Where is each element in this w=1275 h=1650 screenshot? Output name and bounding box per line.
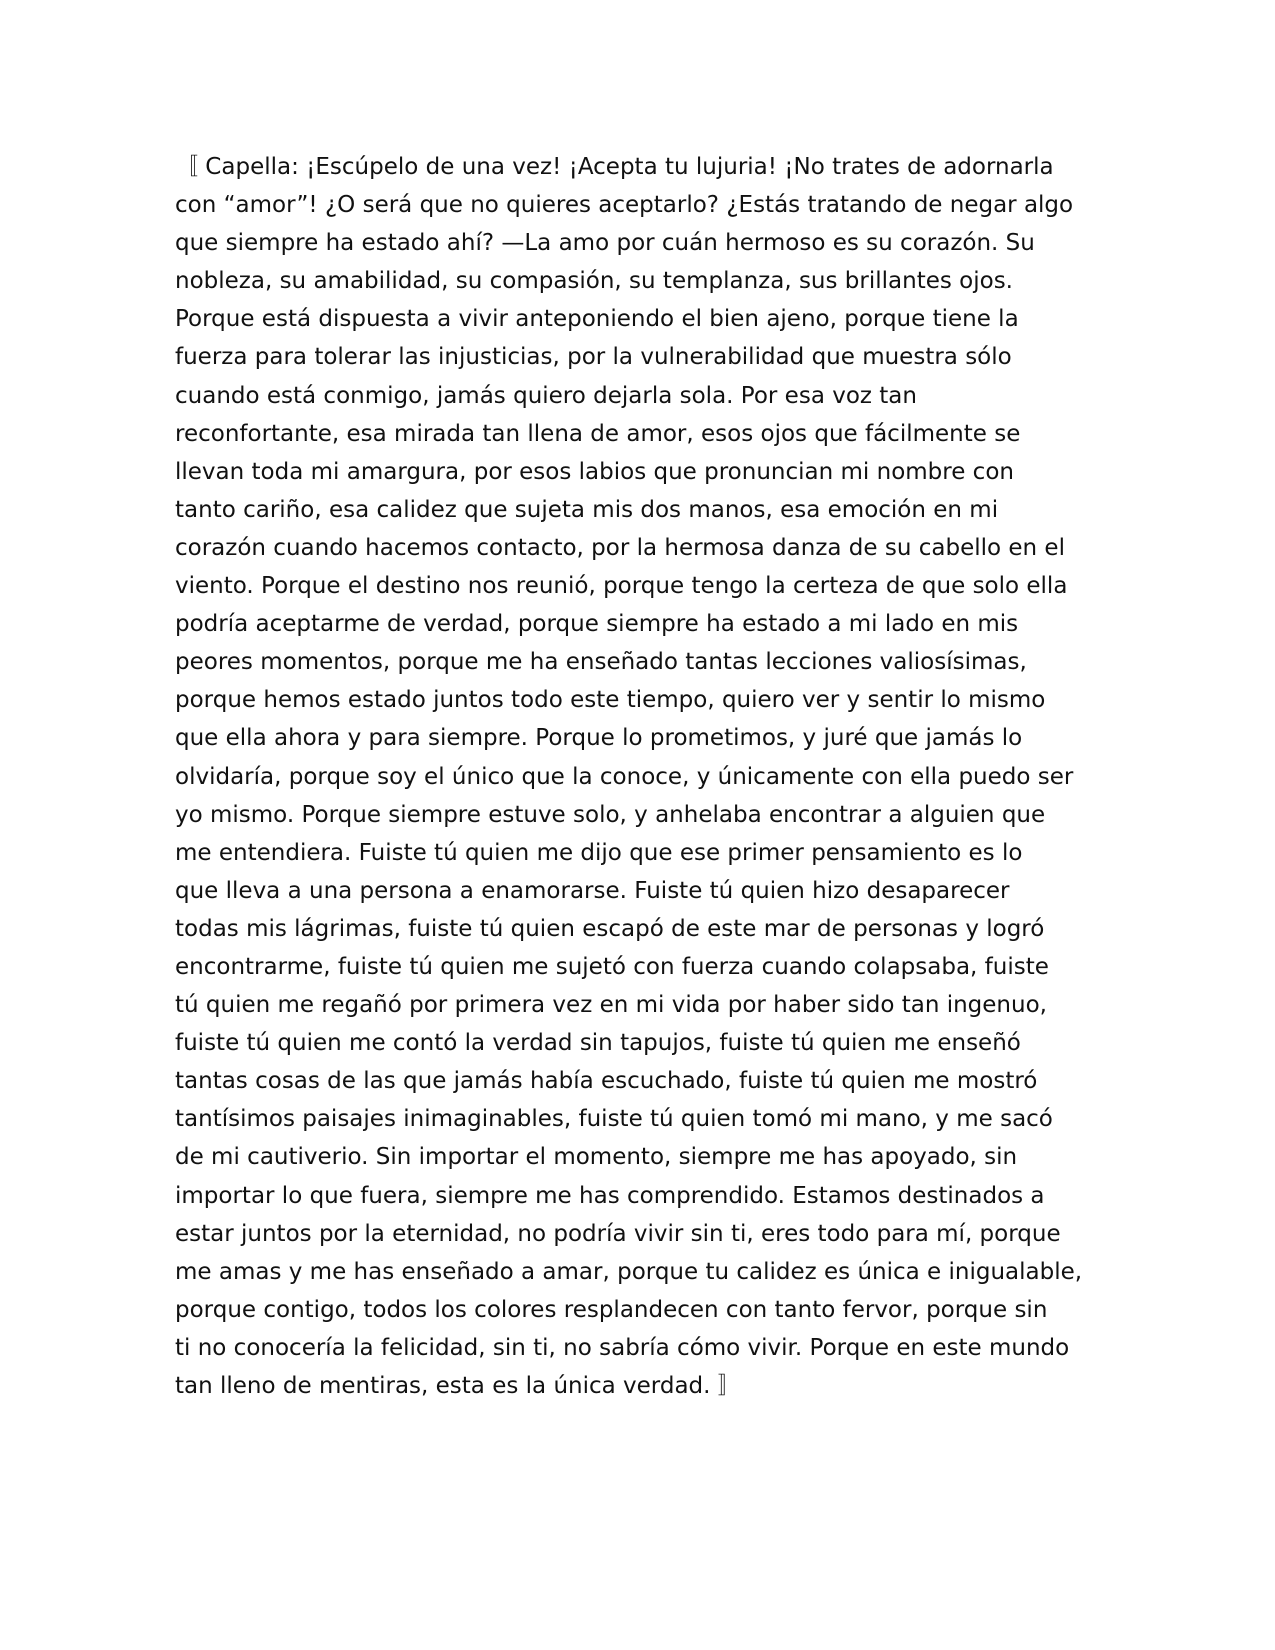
text-line: todas mis lágrimas, fuiste tú quien escapó de este mar de personas y logró (175, 915, 1045, 942)
text-line: que siempre ha estado ahí? —La amo por cuán hermoso es su corazón. Su (175, 230, 1035, 257)
text-line: llevan toda mi amargura, por esos labios que pronuncian mi nombre con (175, 458, 1014, 485)
body-paragraph (175, 148, 1095, 1405)
text-line: reconfortante, esa mirada tan llena de amor, esos ojos que fácilmente se (175, 420, 1021, 447)
text-line: yo mismo. Porque siempre estuve solo, y anhelaba encontrar a alguien que (175, 801, 1046, 828)
text-line: estar juntos por la eternidad, no podría vivir sin ti, eres todo para mí, porque (175, 1220, 1061, 1247)
text-line: Porque está dispuesta a vivir anteponiendo el bien ajeno, porque tiene la (175, 306, 1019, 333)
text-line: importar lo que fuera, siempre me has comprendido. Estamos destinados a (175, 1182, 1045, 1209)
text-line: de mi cautiverio. Sin importar el momento, siempre me has apoyado, sin (175, 1144, 1018, 1171)
text-line: cuando está conmigo, jamás quiero dejarla sola. Por esa voz tan (175, 382, 917, 409)
text-line: tú quien me regañó por primera vez en mi vida por haber sido tan ingenuo, (175, 992, 1047, 1019)
text-line: corazón cuando hacemos contacto, por la hermosa danza de su cabello en el (175, 534, 1065, 561)
text-line: que ella ahora y para siempre. Porque lo prometimos, y juré que jamás lo (175, 725, 1023, 752)
text-line: me amas y me has enseñado a amar, porque tu calidez es única e inigualable, (175, 1258, 1083, 1285)
text-line: me entendiera. Fuiste tú quien me dijo que ese primer pensamiento es lo (175, 839, 1023, 866)
text-line: porque contigo, todos los colores resplandecen con tanto fervor, porque sin (175, 1296, 1048, 1323)
text-line: podría aceptarme de verdad, porque siempre ha estado a mi lado en mis (175, 611, 1019, 638)
text-line: que lleva a una persona a enamorarse. Fuiste tú quien hizo desaparecer (175, 877, 1010, 904)
text-line: con “amor”! ¿O será que no quieres aceptarlo? ¿Estás tratando de negar algo (175, 192, 1074, 219)
text-line: 〚 Capella: ¡Escúpelo de una vez! ¡Acepta tu lujuria! ¡No trates de adornarla (175, 154, 1054, 180)
text-line: tanto cariño, esa calidez que sujeta mis dos manos, esa emoción en mi (175, 496, 999, 523)
text-line: olvidaría, porque soy el único que la conoce, y únicamente con ella puedo ser (175, 763, 1074, 790)
text-line: nobleza, su amabilidad, su compasión, su templanza, sus brillantes ojos. (175, 268, 1013, 295)
text-line: tantas cosas de las que jamás había escuchado, fuiste tú quien me mostró (175, 1068, 1038, 1095)
text-line: ti no conocería la felicidad, sin ti, no sabría cómo vivir. Porque en este mundo (175, 1334, 1070, 1361)
text-line: encontrarme, fuiste tú quien me sujetó con fuerza cuando colapsaba, fuiste (175, 953, 1049, 980)
text-line: tan lleno de mentiras, esta es la única verdad. 〛 (175, 1373, 741, 1399)
text-line: viento. Porque el destino nos reunió, porque tengo la certeza de que solo ella (175, 573, 1068, 600)
text-line: fuerza para tolerar las injusticias, por la vulnerabilidad que muestra sólo (175, 344, 1012, 371)
text-line: fuiste tú quien me contó la verdad sin tapujos, fuiste tú quien me enseñó (175, 1030, 1021, 1057)
text-line: peores momentos, porque me ha enseñado tantas lecciones valiosísimas, (175, 649, 1027, 676)
text-line: porque hemos estado juntos todo este tiempo, quiero ver y sentir lo mismo (175, 687, 1046, 714)
text-line: tantísimos paisajes inimaginables, fuiste tú quien tomó mi mano, y me sacó (175, 1106, 1053, 1133)
